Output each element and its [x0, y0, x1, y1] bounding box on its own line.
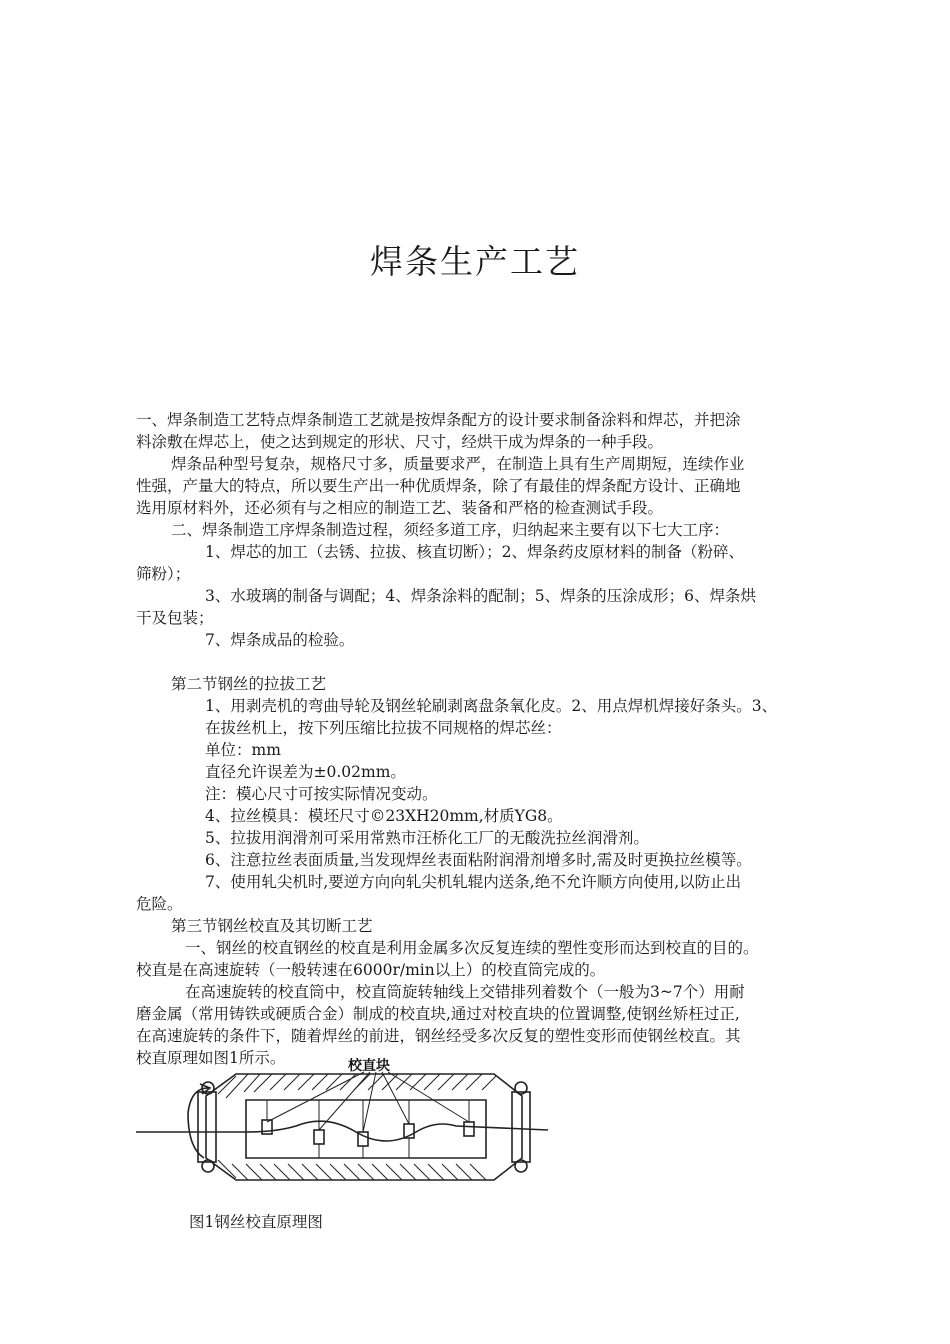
right-flange — [512, 1092, 530, 1162]
text-line: 二、焊条制造工序焊条制造过程，须经多道工序，归纳起来主要有以下七大工序： — [171, 521, 730, 539]
text-line: 在高速旋转的条件下，随着焊丝的前进，钢丝经受多次反复的塑性变形而使钢丝校直。其 — [136, 1027, 741, 1045]
text-line: 干及包装； — [136, 609, 214, 627]
text-line: 在高速旋转的校直筒中，校直筒旋转轴线上交错排列着数个（一般为3~7个）用耐 — [185, 983, 745, 1001]
text-line: 磨金属（常用铸铁或硬质合金）制成的校直块,通过对校直块的位置调整,使钢丝矫枉过正, — [136, 1005, 740, 1023]
text-line: 选用原材料外，还必须有与之相应的制造工艺、装备和严格的检查测试手段。 — [136, 499, 664, 517]
text-line: 校直原理如图1所示。 — [136, 1049, 286, 1067]
page-title: 焊条生产工艺 — [370, 242, 580, 281]
diagram-svg — [136, 1058, 548, 1188]
text-line: 危险。 — [136, 895, 183, 913]
text-line: 4、拉丝模具：模坯尺寸©23XH20mm,材质YG8。 — [205, 807, 563, 825]
straightening-diagram — [136, 1058, 548, 1188]
text-line: 料涂敷在焊芯上，使之达到规定的形状、尺寸，经烘干成为焊条的一种手段。 — [136, 433, 664, 451]
section-heading: 第三节钢丝校直及其切断工艺 — [171, 917, 373, 935]
text-line: 6、注意拉丝表面质量,当发现焊丝表面粘附润滑剂增多时,需及时更换拉丝模等。 — [205, 851, 752, 869]
figure-caption: 图1钢丝校直原理图 — [189, 1213, 323, 1231]
text-line: 7、焊条成品的检验。 — [205, 631, 355, 649]
text-line: 7、使用轧尖机时,要逆方向向轧尖机轧辊内送条,绝不允许顺方向使用,以防止出 — [205, 873, 742, 891]
text-line: 焊条品种型号复杂，规格尺寸多，质量要求严，在制造上具有生产周期短，连续作业 — [171, 455, 745, 473]
text-line: 性强，产量大的特点，所以要生产出一种优质焊条，除了有最佳的焊条配方设计、正确地 — [136, 477, 741, 495]
section-heading: 第二节钢丝的拉拔工艺 — [171, 675, 327, 693]
label-leader-lines — [267, 1072, 469, 1132]
text-line: 注：模心尺寸可按实际情况变动。 — [205, 785, 438, 803]
text-line: 一、钢丝的校直钢丝的校直是利用金属多次反复连续的塑性变形而达到校直的目的。 — [185, 939, 759, 957]
diagram-label: 校直块 — [348, 1058, 390, 1074]
straightening-block — [314, 1130, 324, 1144]
text-line: 单位：mm — [205, 741, 281, 759]
text-line: 3、水玻璃的制备与调配；4、焊条涂料的配制；5、焊条的压涂成形；6、焊条烘 — [205, 587, 756, 605]
bottom-hatching — [218, 1160, 486, 1180]
text-line: 1、焊芯的加工（去锈、拉拔、核直切断）；2、焊条药皮原材料的制备（粉碎、 — [205, 543, 744, 561]
text-line: 5、拉拔用润滑剂可采用常熟市汪桥化工厂的无酸洗拉丝润滑剂。 — [205, 829, 649, 847]
text-line: 在拔丝机上，按下列压缩比拉拔不同规格的焊芯丝： — [205, 719, 562, 737]
text-line: 校直是在高速旋转（一般转速在6000r/min以上）的校直筒完成的。 — [136, 961, 606, 979]
top-hatching — [218, 1074, 496, 1098]
text-line: 筛粉）； — [136, 565, 191, 583]
text-line: 一、焊条制造工艺特点焊条制造工艺就是按焊条配方的设计要求制备涂料和焊芯，并把涂 — [136, 411, 741, 429]
text-line: 直径允许误差为±0.02mm。 — [205, 763, 406, 781]
straightening-block — [464, 1122, 474, 1136]
left-flange — [198, 1092, 216, 1162]
text-line: 1、用剥壳机的弯曲导轮及钢丝轮刷剥离盘条氧化皮。2、用点焊机焊接好条头。3、 — [205, 697, 778, 715]
